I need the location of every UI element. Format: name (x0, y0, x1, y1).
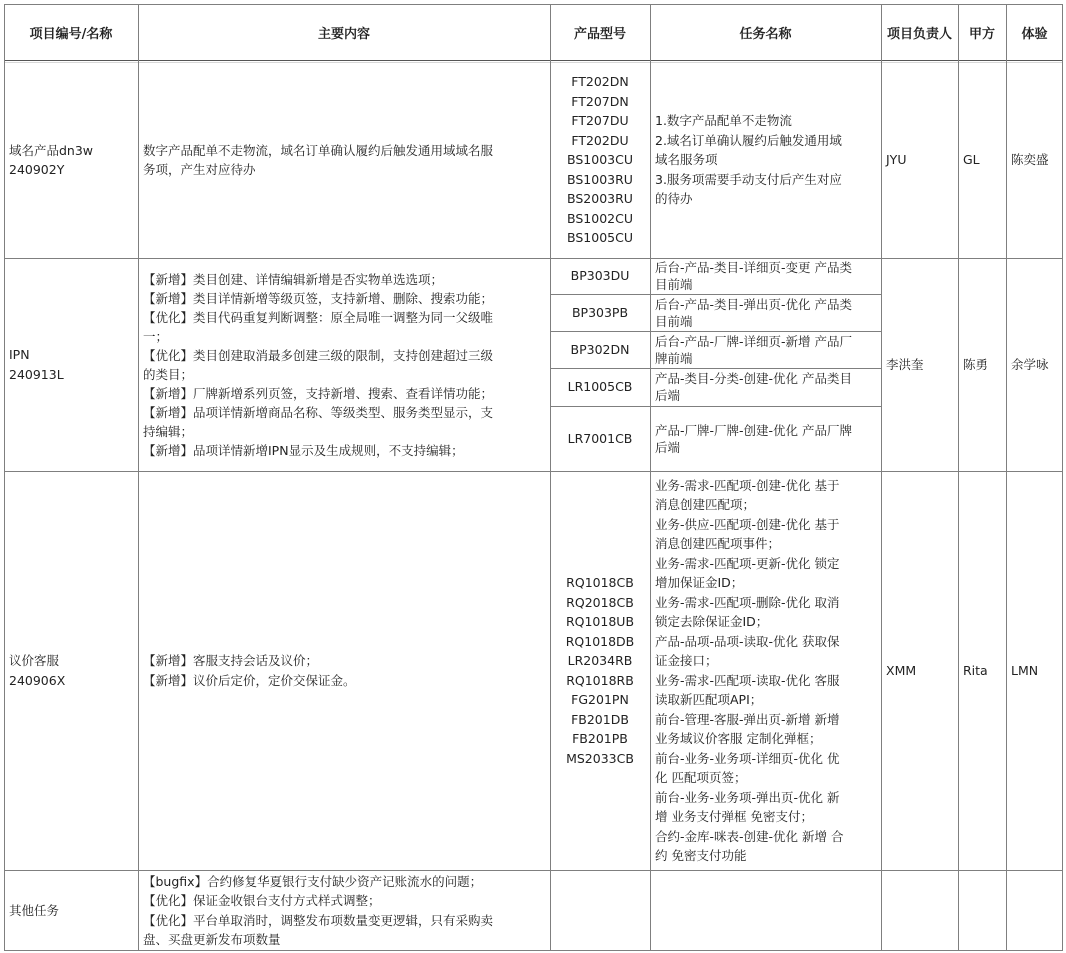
grid-line (550, 4, 551, 951)
model-code: FT207DN (571, 93, 629, 109)
row3-party-a: Rita (963, 662, 988, 678)
row2-sub3-model: BP302DN (570, 341, 630, 357)
task-line: 读取新匹配项API； (655, 692, 763, 707)
model-code: FT207DU (571, 113, 629, 129)
model-code: BS1005CU (567, 230, 633, 246)
project-code: 240913L (9, 366, 64, 382)
task-line: 后端 (655, 388, 681, 403)
task-line: 前台-业务-业务项-详细页-优化 优 (655, 750, 840, 766)
task-line: 后台-产品-厂牌-详细页-新增 产品厂 (655, 333, 853, 349)
content-line: 【优化】类目创建取消最多创建三级的限制，支持创建超过三级 (143, 347, 494, 363)
row2-sub1-model: BP303DU (570, 268, 630, 284)
task-line: 业务域议价客服 定制化弹框； (655, 731, 822, 746)
row4-models (550, 870, 650, 951)
task-line: 后台-产品-类目-弹出页-优化 产品类 (655, 296, 853, 312)
model-code: FT202DU (571, 132, 629, 148)
task-line: 业务-需求-匹配项-读取-优化 客服 (655, 672, 840, 688)
grid-line (4, 4, 1063, 5)
project-code: 240902Y (9, 162, 65, 177)
task-line: 前台-管理-客服-弹出页-新增 新增 (655, 711, 840, 727)
model-code: FT202DN (571, 74, 629, 90)
row2-party-a: 陈勇 (963, 356, 989, 372)
content-line: 持编辑； (143, 423, 194, 439)
content-line: 【优化】保证金收银台支付方式样式调整； (143, 893, 381, 908)
header-owner: 项目负责人 (886, 26, 952, 42)
task-line: 目前端 (655, 313, 693, 329)
grid-line (1062, 4, 1063, 951)
grid-line (650, 4, 651, 951)
row1-project (4, 62, 138, 258)
row2-experience: 余学咏 (1011, 356, 1049, 372)
content-line: 【新增】议价后定价，定价交保证金。 (143, 672, 356, 688)
row2-sub2-model: BP303PB (571, 304, 629, 320)
row1-experience: 陈奕盛 (1011, 152, 1049, 168)
content-line: 【新增】类目详情新增等级页签，支持新增、删除、搜索功能； (143, 290, 494, 306)
task-line: 增加保证金ID； (655, 575, 744, 590)
task-line: 业务-需求-匹配项-更新-优化 锁定 (655, 555, 840, 571)
project-name: 议价客服 (9, 653, 60, 668)
row2-sub5-task (650, 406, 881, 471)
task-line: 域名服务项 (655, 152, 718, 168)
grid-line (550, 368, 881, 369)
grid-line (4, 60, 1063, 61)
model-code: FB201DB (571, 711, 629, 727)
project-task-table (4, 4, 1063, 951)
row2-content (138, 258, 550, 471)
model-code: RQ1018UB (565, 614, 635, 629)
row4-owner (881, 870, 958, 951)
task-line: 化 匹配项页签； (655, 770, 747, 785)
content-line: 【新增】品项详情新增IPN显示及生成规则，不支持编辑； (143, 442, 464, 458)
grid-line (4, 258, 1063, 259)
model-code: LR2034RB (567, 653, 633, 668)
model-code: FB201PB (572, 731, 628, 746)
content-line: 【新增】客服支持会话及议价； (143, 653, 319, 668)
content-line: 务项，产生对应待办 (143, 162, 256, 177)
row4-experience (1006, 870, 1063, 951)
project-code: 240906X (9, 672, 66, 688)
task-line: 业务-需求-匹配项-删除-优化 取消 (655, 594, 840, 610)
model-code: RQ2018CB (566, 594, 634, 610)
row3-content (138, 471, 550, 870)
grid-line (4, 950, 1063, 951)
content-line: 一； (143, 328, 169, 344)
model-code: BS1003CU (567, 152, 633, 168)
row2-sub4-task (650, 368, 881, 406)
header-experience: 体验 (1021, 26, 1048, 42)
task-line: 产品-品项-品项-读取-优化 获取保 (655, 633, 840, 649)
model-code: RQ1018RB (566, 672, 634, 688)
row4-content (138, 870, 550, 951)
task-line: 增 业务支付弹框 免密支付； (655, 809, 813, 824)
project-name: 其他任务 (9, 902, 60, 918)
row2-project (4, 258, 138, 471)
row1-owner: JYU (886, 152, 907, 168)
row4-project (4, 870, 138, 951)
grid-line (550, 294, 881, 295)
content-line: 数字产品配单不走物流，域名订单确认履约后触发通用域域名服 (143, 142, 494, 158)
task-line: 合约-金库-咪表-创建-优化 新增 合 (655, 828, 844, 844)
task-line: 产品-类目-分类-创建-优化 产品类目 (655, 371, 853, 386)
model-code: MS2033CB (566, 750, 634, 766)
project-name: 域名产品dn3w (9, 142, 94, 158)
task-line: 牌前端 (655, 350, 693, 366)
model-code: BS1002CU (567, 210, 633, 226)
grid-line (958, 4, 959, 951)
model-code: FG201PN (571, 692, 629, 707)
task-line: 产品-厂牌-厂牌-创建-优化 产品厂牌 (655, 422, 853, 438)
grid-line (4, 62, 1063, 63)
row2-owner: 李洪奎 (886, 356, 924, 372)
row4-tasks (650, 870, 881, 951)
model-code: BS1003RU (567, 171, 633, 187)
header-project: 项目编号/名称 (29, 26, 113, 42)
task-line: 锁定去除保证金ID； (655, 614, 769, 629)
task-line: 1.数字产品配单不走物流 (655, 113, 792, 129)
row1-party-a: GL (963, 152, 980, 168)
grid-line (550, 406, 881, 407)
project-name: IPN (9, 347, 30, 362)
content-line: 【新增】厂牌新增系列页签，支持新增、搜索、查看详情功能； (143, 385, 494, 401)
header-task: 任务名称 (739, 26, 792, 42)
grid-line (138, 4, 139, 951)
grid-line (4, 870, 1063, 871)
grid-line (4, 4, 5, 951)
row4-party-a (958, 870, 1006, 951)
row1-models (550, 62, 650, 258)
task-line: 3.服务项需要手动支付后产生对应 (655, 171, 842, 187)
row3-owner: XMM (886, 662, 917, 678)
row3-experience: LMN (1011, 662, 1039, 678)
model-code: RQ1018CB (566, 575, 634, 590)
task-line: 消息创建匹配项； (655, 497, 756, 512)
content-line: 【优化】平台单取消时，调整发布项数量变更逻辑，只有采购卖 (143, 912, 494, 928)
row2-sub4-model: LR1005CB (567, 379, 633, 395)
row1-content (138, 62, 550, 258)
row2-sub3-task (650, 331, 881, 368)
content-line: 的类目； (143, 366, 194, 382)
content-line: 【bugfix】合约修复华夏银行支付缺少资产记账流水的问题； (143, 873, 483, 889)
task-line: 消息创建匹配项事件； (655, 536, 781, 551)
row2-sub1-task (650, 258, 881, 294)
content-line: 【优化】类目代码重复判断调整：原全局唯一调整为同一父级唯 (143, 309, 494, 325)
row3-models (550, 471, 650, 870)
row2-sub2-task (650, 294, 881, 331)
row1-tasks (650, 62, 881, 258)
task-line: 的待办 (655, 191, 693, 207)
header-party-a: 甲方 (968, 26, 995, 42)
content-line: 【新增】品项详情新增商品名称、等级类型、服务类型显示，支 (143, 404, 494, 420)
header-model: 产品型号 (573, 26, 626, 42)
grid-line (550, 331, 881, 332)
grid-line (1006, 4, 1007, 951)
header-content: 主要内容 (317, 26, 370, 42)
grid-line (4, 471, 1063, 472)
task-line: 业务-供应-匹配项-创建-优化 基于 (655, 516, 840, 532)
task-line: 后台-产品-类目-详细页-变更 产品类 (655, 260, 853, 275)
task-line: 后端 (655, 439, 681, 455)
task-line: 前台-业务-业务项-弹出页-优化 新 (655, 789, 840, 805)
content-line: 【新增】类目创建、详情编辑新增是否实物单选选项； (143, 271, 444, 287)
grid-line (881, 4, 882, 951)
row2-sub5-model: LR7001CB (567, 430, 633, 446)
task-line: 业务-需求-匹配项-创建-优化 基于 (655, 477, 840, 493)
task-line: 证金接口； (655, 653, 718, 668)
content-line: 盘、买盘更新发布项数量 (143, 932, 281, 947)
task-line: 2.域名订单确认履约后触发通用域 (655, 132, 842, 148)
task-line: 约 免密支付功能 (655, 848, 747, 863)
model-code: RQ1018DB (565, 633, 635, 649)
task-line: 目前端 (655, 277, 693, 292)
model-code: BS2003RU (567, 191, 633, 207)
row3-tasks (650, 471, 881, 870)
row3-project (4, 471, 138, 870)
